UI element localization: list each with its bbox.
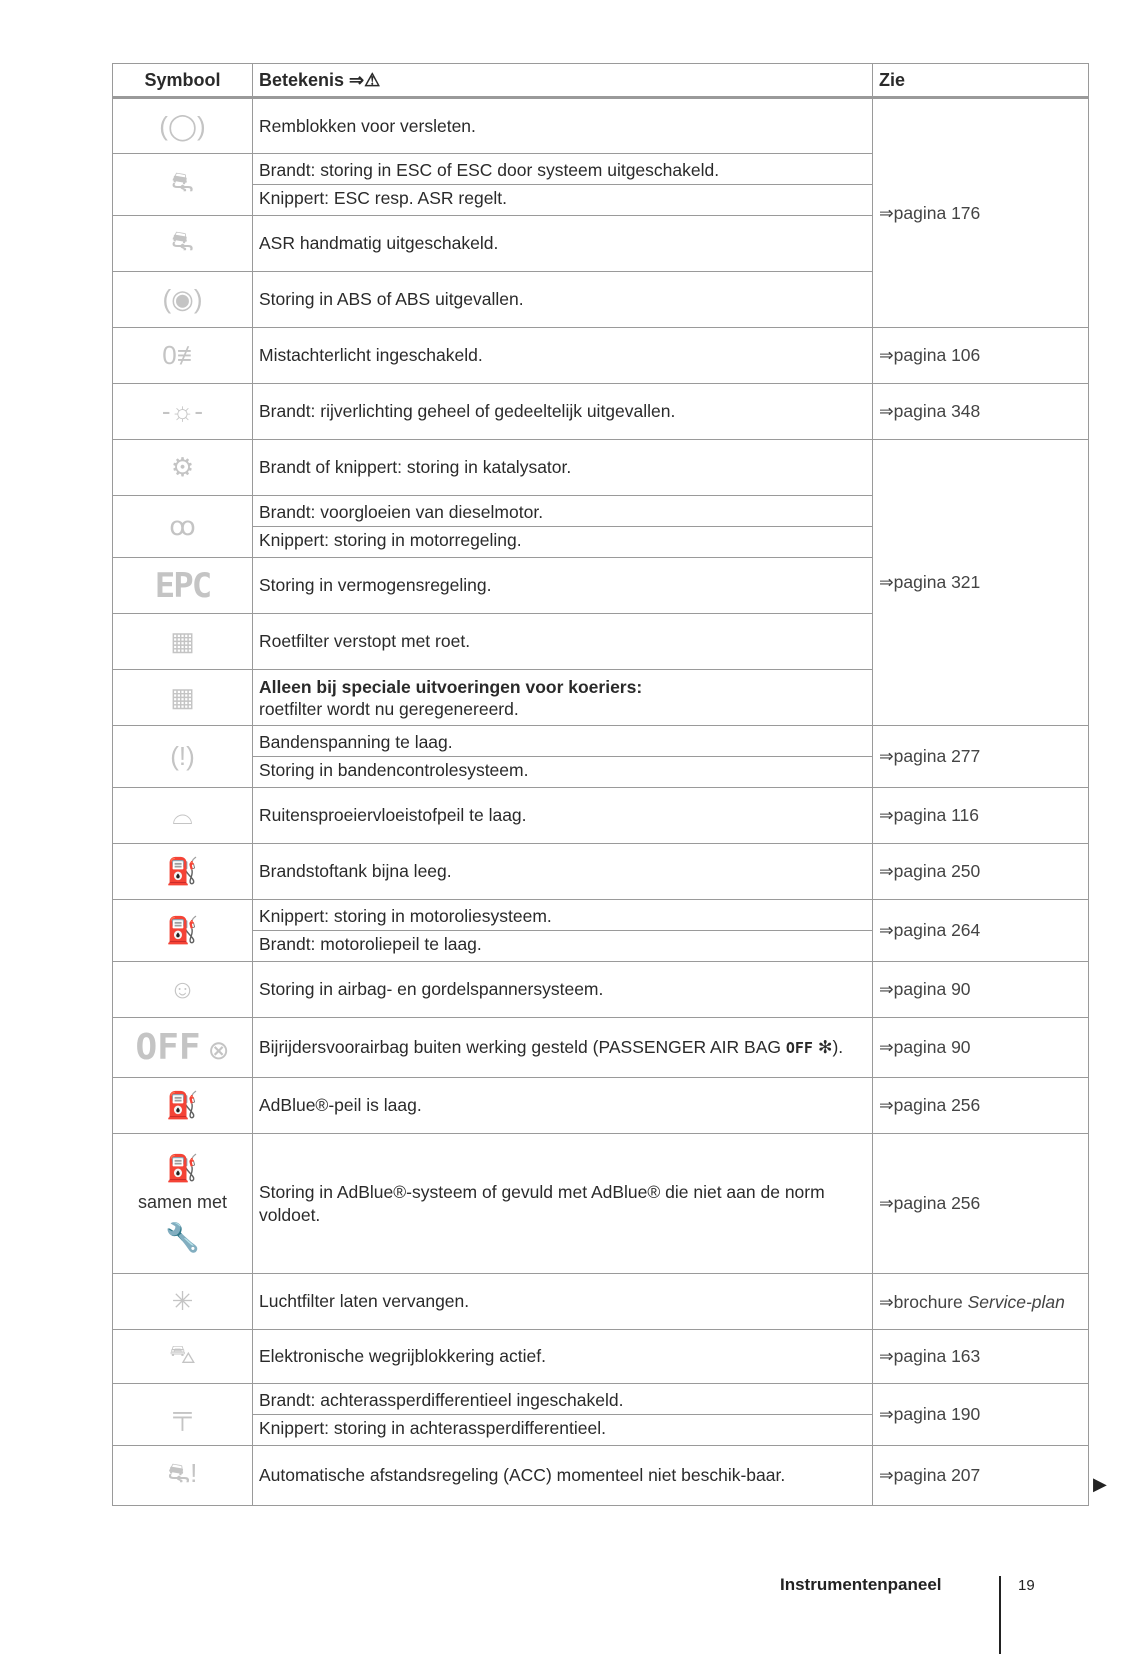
- meaning-line: Knippert: storing in motorregeling.: [253, 526, 872, 554]
- table-row: [113, 384, 1089, 440]
- table-row: [113, 1384, 1089, 1446]
- meaning-cell: Bijrijdersvoorairbag buiten werking gesteld (PASSENGER AIR BAG OFF ✻).: [253, 1018, 873, 1078]
- see-cell: ⇒pagina 207: [873, 1446, 1089, 1506]
- glow-plug-icon: ꝏ: [113, 496, 253, 558]
- bulb-warning-icon: -☼-: [113, 384, 253, 440]
- table-row: [113, 844, 1089, 900]
- meaning-line: Brandt: achterassperdifferentieel ingeschakeld.: [259, 1390, 624, 1410]
- table-row: [113, 1446, 1089, 1506]
- passenger-airbag-icon: ✻: [812, 1036, 833, 1057]
- fuel-icon: ⛽: [113, 844, 253, 900]
- air-filter-icon: ✳: [113, 1274, 253, 1330]
- meaning-cell: ASR handmatig uitgeschakeld.: [253, 216, 873, 272]
- see-cell: ⇒pagina 256: [873, 1134, 1089, 1274]
- meaning-cell: Automatische afstandsregeling (ACC) momenteel niet beschik-baar.: [253, 1446, 873, 1506]
- meaning-line: Knippert: storing in motoroliesysteem.: [259, 906, 552, 926]
- meaning-cell: Storing in airbag- en gordelspannersysteem.: [253, 962, 873, 1018]
- table-row: [113, 328, 1089, 384]
- meaning-cell: Storing in AdBlue®-systeem of gevuld met AdBlue® die niet aan de norm voldoet.: [253, 1134, 873, 1274]
- see-cell: ⇒pagina 348: [873, 384, 1089, 440]
- table-row: [113, 1134, 1089, 1274]
- meaning-line: Bandenspanning te laag.: [259, 732, 453, 752]
- meaning-cell: Remblokken voor versleten.: [253, 98, 873, 154]
- table-row: [113, 440, 1089, 496]
- table-row: [113, 788, 1089, 844]
- meaning-cell: Luchtfilter laten vervangen.: [253, 1274, 873, 1330]
- table-row: [113, 1274, 1089, 1330]
- samen-met-label: samen met: [137, 1192, 228, 1212]
- asr-off-icon: ⛐: [113, 216, 253, 272]
- meaning-cell: Storing in ABS of ABS uitgevallen.: [253, 272, 873, 328]
- differential-icon: ╤: [113, 1384, 253, 1446]
- tyre-pressure-icon: (!): [113, 726, 253, 788]
- see-cell: ⇒pagina 190: [873, 1384, 1089, 1446]
- meaning-bold: Alleen bij speciale uitvoeringen voor koeriers:: [259, 676, 643, 697]
- meaning-cell: Ruitensproeiervloeistofpeil te laag.: [253, 788, 873, 844]
- see-cell: ⇒pagina 277: [873, 726, 1089, 788]
- meaning-cell: Elektronische wegrijblokkering actief.: [253, 1330, 873, 1384]
- see-cell: ⇒pagina 264: [873, 900, 1089, 962]
- table-row: [113, 900, 1089, 962]
- warning-triangle-icon: ⚠: [364, 69, 381, 90]
- see-cell: ⇒pagina 90: [873, 962, 1089, 1018]
- header-row: [113, 64, 1089, 98]
- table-row: [113, 1078, 1089, 1134]
- see-cell: ⇒pagina 106: [873, 328, 1089, 384]
- meaning-cell: Mistachterlicht ingeschakeld.: [253, 328, 873, 384]
- meaning-cell: Storing in vermogensregeling.: [253, 558, 873, 614]
- wrench-icon: 🔧: [165, 1222, 200, 1253]
- warning-lights-table: [112, 63, 1089, 1506]
- table-row: [113, 962, 1089, 1018]
- engine-icon: ⚙: [113, 440, 253, 496]
- oil-can-icon: ⛽: [113, 900, 253, 962]
- particle-filter-icon: ▦: [113, 670, 253, 726]
- meaning-line: Brandt: storing in ESC of ESC door systeem uitgeschakeld.: [259, 160, 720, 180]
- table-row: [113, 1330, 1089, 1384]
- table-row: [113, 1018, 1089, 1078]
- header-meaning: Betekenis ⇒⚠: [253, 64, 873, 98]
- epc-icon: EPC: [113, 558, 253, 614]
- immobilizer-icon: ⛍: [113, 1330, 253, 1384]
- see-cell: ⇒pagina 321: [873, 440, 1089, 726]
- meaning-line: Knippert: storing in achterassperdifferentieel.: [253, 1414, 872, 1442]
- see-cell: ⇒pagina 250: [873, 844, 1089, 900]
- see-cell: ⇒pagina 176: [873, 98, 1089, 328]
- header-see: Zie: [873, 64, 1089, 98]
- meaning-line: Brandt: motoroliepeil te laag.: [253, 930, 872, 958]
- see-cell: ⇒pagina 116: [873, 788, 1089, 844]
- continue-arrow-icon: ▶: [1093, 1474, 1107, 1494]
- abs-icon: (◉): [113, 272, 253, 328]
- table-row: [113, 98, 1089, 154]
- footer-section-title: Instrumentenpaneel: [780, 1575, 942, 1594]
- see-cell: ⇒brochure Service-plan: [873, 1274, 1089, 1330]
- meaning-line: Brandt: voorgloeien van dieselmotor.: [259, 502, 544, 522]
- header-symbol: Symbool: [113, 64, 253, 98]
- meaning-line: roetfilter wordt nu geregenereerd.: [259, 698, 519, 719]
- meaning-cell: Brandt: rijverlichting geheel of gedeeltelijk uitgevallen.: [253, 384, 873, 440]
- rear-fog-icon: 0≢: [113, 328, 253, 384]
- meaning-cell: AdBlue®-peil is laag.: [253, 1078, 873, 1134]
- meaning-cell: Brandt of knippert: storing in katalysator.: [253, 440, 873, 496]
- page-number: 19: [1018, 1577, 1035, 1594]
- meaning-cell: Brandstoftank bijna leeg.: [253, 844, 873, 900]
- adblue-icon: ⛽: [166, 1153, 199, 1183]
- see-cell: ⇒pagina 256: [873, 1078, 1089, 1134]
- see-cell: ⇒pagina 163: [873, 1330, 1089, 1384]
- meaning-line: Storing in bandencontrolesysteem.: [253, 756, 872, 784]
- meaning-line: Knippert: ESC resp. ASR regelt.: [253, 184, 872, 212]
- esc-icon: ⛐: [113, 154, 253, 216]
- see-cell: ⇒pagina 90: [873, 1018, 1089, 1078]
- brake-pads-icon: (◯): [113, 98, 253, 154]
- particle-filter-icon: ▦: [113, 614, 253, 670]
- footer-divider: [999, 1576, 1001, 1654]
- adblue-icon: ⛽: [113, 1078, 253, 1134]
- airbag-icon: ☺: [113, 962, 253, 1018]
- washer-fluid-icon: ⌓: [113, 788, 253, 844]
- acc-icon: ⛐!: [113, 1446, 253, 1506]
- meaning-cell: Roetfilter verstopt met roet.: [253, 614, 873, 670]
- passenger-airbag-off-icon: OFF ⊗: [113, 1018, 253, 1078]
- table-row: [113, 726, 1089, 788]
